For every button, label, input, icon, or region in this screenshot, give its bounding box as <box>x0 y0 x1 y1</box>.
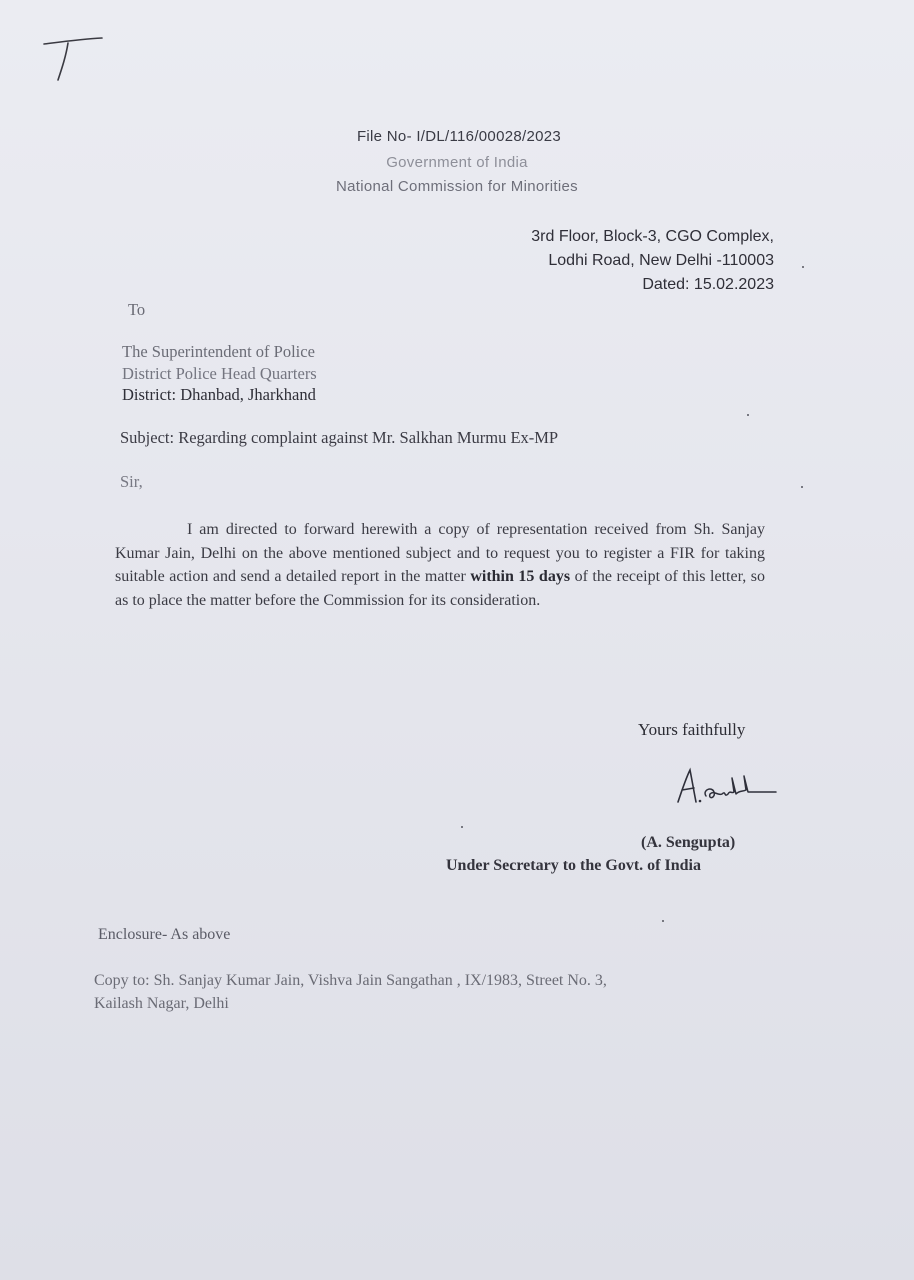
signature <box>672 764 782 815</box>
signatory-designation: Under Secretary to the Govt. of India <box>446 857 701 874</box>
enclosure-line: Enclosure- As above <box>98 926 231 943</box>
recipient-line-1: The Superintendent of Police <box>122 342 315 361</box>
scan-speck <box>662 920 664 922</box>
government-line: Government of India <box>386 154 528 171</box>
signature-drawing <box>672 764 782 810</box>
address-line-1: 3rd Floor, Block-3, CGO Complex, <box>531 228 774 245</box>
address-line-2: Lodhi Road, New Delhi -110003 <box>548 252 774 269</box>
handwritten-t-drawing <box>38 30 108 86</box>
salutation: Sir, <box>120 472 143 491</box>
dated-line: Dated: 15.02.2023 <box>642 276 774 293</box>
recipient-line-2: District Police Head Quarters <box>122 364 317 383</box>
scan-speck <box>802 266 804 268</box>
subject-line: Subject: Regarding complaint against Mr. Salkhan Murmu Ex-MP <box>120 428 559 447</box>
scan-speck <box>461 826 463 828</box>
commission-line: National Commission for Minorities <box>336 178 578 195</box>
recipient-line-3: District: Dhanbad, Jharkhand <box>122 385 316 404</box>
file-number: File No- I/DL/116/00028/2023 <box>356 128 562 145</box>
copy-to-line-1: Copy to: Sh. Sanjay Kumar Jain, Vishva Jain Sangathan , IX/1983, Street No. 3, <box>94 972 607 989</box>
body-text-part-2: of the receipt of this letter, so as to place the matter before the Commission for its consideration. <box>115 568 766 609</box>
scan-speck <box>747 414 749 416</box>
handwritten-mark <box>38 30 108 91</box>
scan-speck <box>801 486 803 488</box>
copy-to-line-2: Kailash Nagar, Delhi <box>94 995 229 1012</box>
signatory-name: (A. Sengupta) <box>641 834 736 851</box>
yours-faithfully: Yours faithfully <box>638 720 746 739</box>
body-paragraph <box>115 518 765 612</box>
body-text-part-1: I am directed to forward herewith a copy of representation received from Sh. Sanjay Kumar Jain, Delhi on the above mentioned subject and to request you to register a FIR for taking suitable action and send a detailed report in the matter <box>115 521 765 585</box>
to-label: To <box>128 300 146 319</box>
body-text-deadline: within 15 days <box>470 568 571 585</box>
